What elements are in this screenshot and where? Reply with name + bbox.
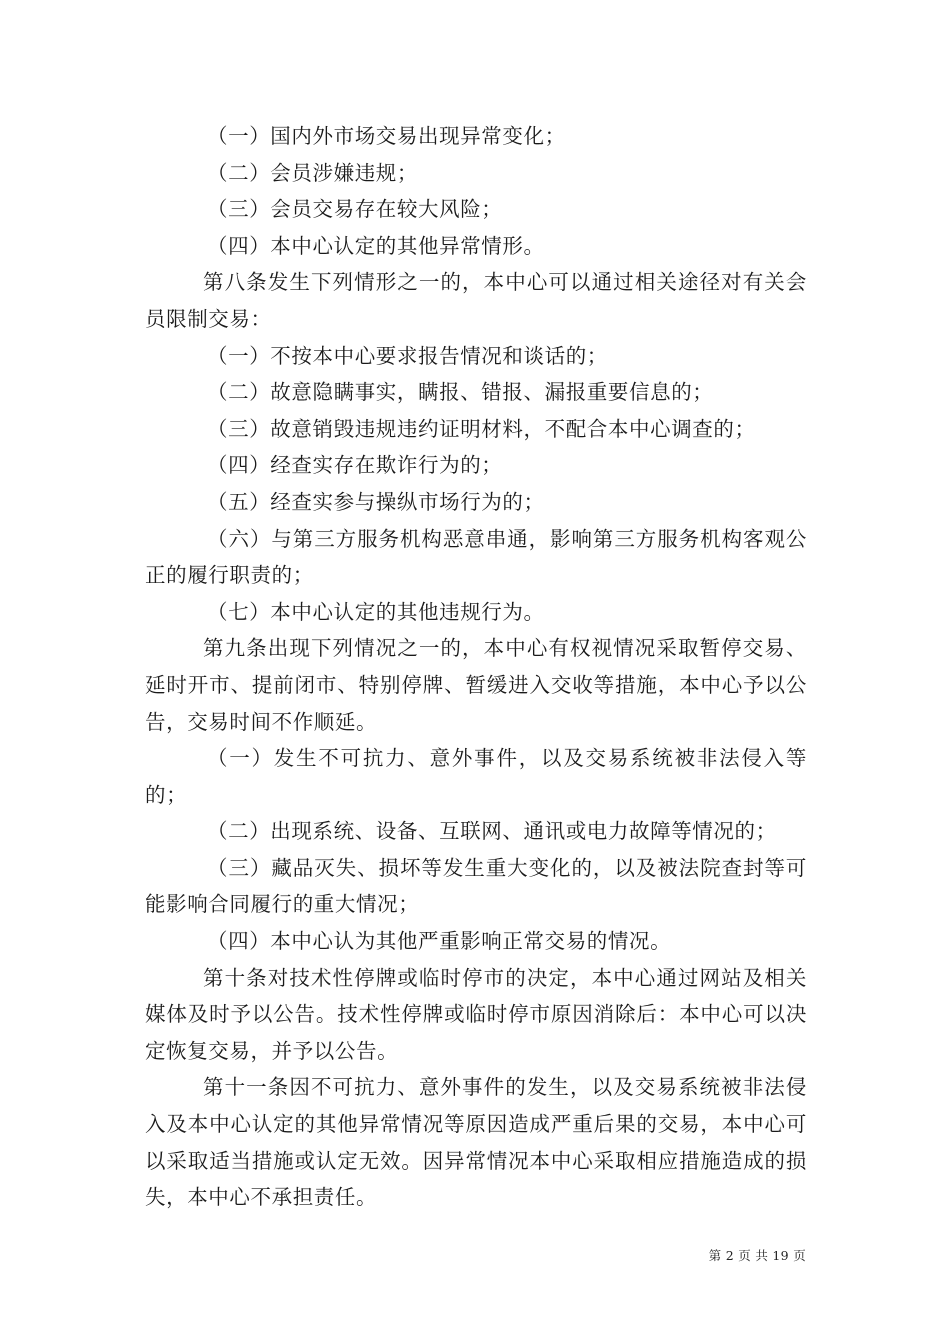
list-item: （二）故意隐瞒事实，瞒报、错报、漏报重要信息的； xyxy=(207,380,714,405)
page-number-footer: 第 2 页 共 19 页 xyxy=(708,1248,806,1263)
list-item: （七）本中心认定的其他违规行为。 xyxy=(207,599,545,624)
list-item: （三）故意销毁违规违约证明材料，不配合本中心调查的； xyxy=(207,416,756,441)
list-item: （二）出现系统、设备、互联网、通讯或电力故障等情况的； xyxy=(207,819,777,844)
article-paragraph: 第十一条因不可抗力、意外事件的发生，以及交易系统被非法侵入及本中心认定的其他异常情况等原因造成严重后果的交易，本中心可以采取适当措施或认定无效。因异常情况本中心采取相应措施造成的损失，本中心不承担责任。 xyxy=(145,1075,807,1210)
list-item: （六）与第三方服务机构恶意串通，影响第三方服务机构客观公正的履行职责的； xyxy=(145,526,807,588)
list-item: （一）国内外市场交易出现异常变化； xyxy=(207,124,566,148)
list-item: （二）会员涉嫌违规； xyxy=(207,160,418,185)
list-item: （三）藏品灭失、损坏等发生重大变化的，以及被法院查封等可能影响合同履行的重大情况； xyxy=(145,855,807,917)
list-item: （四）本中心认定的其他异常情形。 xyxy=(207,233,545,258)
article-paragraph: 第十条对技术性停牌或临时停市的决定，本中心通过网站及相关媒体及时予以公告。技术性停牌或临时停市原因消除后：本中心可以决定恢复交易，并予以公告。 xyxy=(145,965,807,1063)
list-item: （五）经查实参与操纵市场行为的； xyxy=(207,489,545,514)
article-paragraph: 第八条发生下列情形之一的，本中心可以通过相关途径对有关会员限制交易： xyxy=(145,270,807,331)
list-item: （一）不按本中心要求报告情况和谈话的； xyxy=(207,343,608,368)
list-item: （一）发生不可抗力、意外事件，以及交易系统被非法侵入等的； xyxy=(145,746,807,807)
document-body xyxy=(145,118,807,1216)
list-item: （四）本中心认为其他严重影响正常交易的情况。 xyxy=(207,929,672,954)
list-item: （四）经查实存在欺诈行为的； xyxy=(207,453,503,478)
article-paragraph: 第九条出现下列情况之一的，本中心有权视情况采取暂停交易、延时开市、提前闭市、特别停牌、暂缓进入交收等措施，本中心予以公告，交易时间不作顺延。 xyxy=(145,636,807,734)
list-item: （三）会员交易存在较大风险； xyxy=(207,197,503,222)
